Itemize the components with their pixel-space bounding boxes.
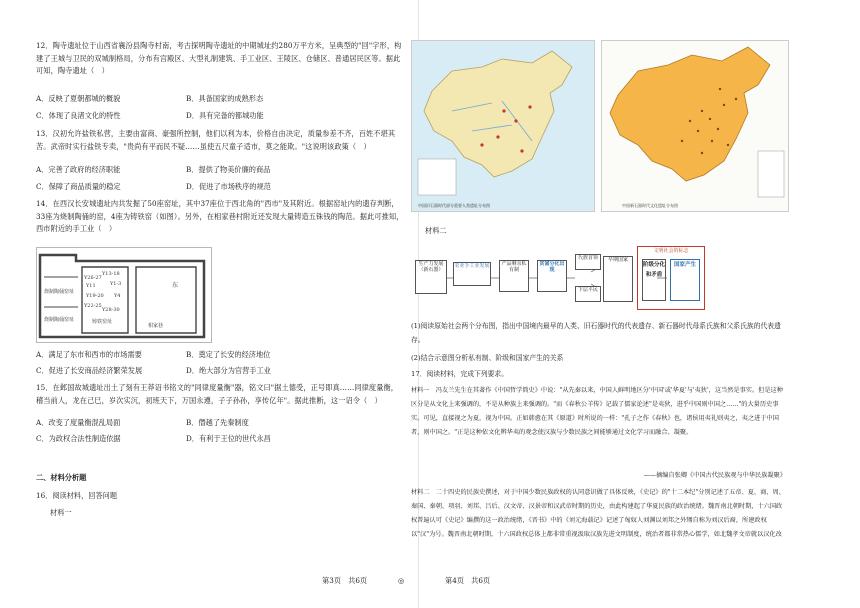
- q14-option-d: D．绝大部分为官营手工业: [186, 366, 271, 375]
- flow-box-class-division: 阶级分化和矛盾: [642, 259, 666, 301]
- q13-option-a: A．完善了政府的经济职能: [36, 165, 121, 174]
- east-market-label: 东: [172, 282, 179, 289]
- kiln-area-label-1: 烧制陶俑窑址: [44, 289, 75, 295]
- kiln-label-2: Y13-18: [102, 271, 120, 277]
- question-15-stem: 15．在邺国故城遗址出土了刻有王莽诏书铭文的"同律度量衡"器，铭文曰"据土德受，正号即真……同律度量衡，稽当前人，龙在己巳，岁次实沉，初班天下，万国永遵，子子孙孙，享传亿年"。据此推断，这一诏令（ ）: [36, 383, 399, 405]
- material-two-label: 材料二: [425, 226, 447, 235]
- neolithic-map: [601, 40, 789, 212]
- q15-option-c: C．为政权合法性制造依据: [36, 434, 121, 443]
- page-number-left: 第3页 共6页: [322, 576, 368, 585]
- q17-material-two: 材料二 二十四史的民族史撰述，对于中国少数民族政权的认同意识做了具体反映，《史记》的"十二本纪"分别记述了五帝、夏、商、周、秦国、秦朝、项羽、刘邦、吕后、汉文帝、汉景帝和汉武帝时期的历史，由此构建起了华夏民族的政治统绪。魏晋南北朝时期，十六国政权普遍认可《史记》编撰的这一政治统绪，《晋书》中的《刘元海载记》记述了匈奴人刘渊以刘邦之外甥自称为刘汉后裔，所建政权以"汉"为号。魏晋南北朝时期，十六国政权总体上都非常重视汲取汉族先进文明制度，统治者都非常热心儒学，如北魏孝文帝就以汉化改: [411, 489, 785, 538]
- flow-box-state-emergence: 国家产生: [670, 259, 700, 301]
- neolithic-map-caption: 中国新石器时代文化遗址分布图: [622, 203, 678, 208]
- xiangjiaxiang-label: 相家巷: [148, 323, 164, 329]
- q17-material-one: 材料一 冯友兰先生在其著作《中国哲学简史》中说："从先秦以来，中国人鲜明地区分'中国'或'华夏'与'夷狄'，这当然是事实。但是这种区分是从文化上来强调的，不是从种族上来强调的。"而《春秋公羊传》记载了儒家论述"是夷狄，进乎中国则中国之……"的大量历史事实。可见，直接视之为夏，视为中国。正如韩愈在其《原道》时所说的一样："孔子之作《春秋》也，诸侯用夷礼则夷之，夷之进于中国者，则中国之。"正是这种依文化辨华夷的观念使汉族与少数民族之间能够通过文化学习而融合、凝聚。: [411, 387, 783, 436]
- q12-option-d: D．具有完备的都城功能: [186, 111, 264, 120]
- flow-box-agriculture: 农业手工业发展: [453, 262, 491, 286]
- question-14-stem: 14．在西汉长安城遗址内共发掘了50座窑址，其中37座位于西北角的"西市"及其附近。根据窑址内的遗存判断，33座为烧制陶俑的窑，4座为铸铁窑（如图）。另外，在相家巷村附近还发现大量铸造五铢钱的陶范。据此可推知，西市附近的手工业（ ）: [36, 199, 404, 233]
- q12-option-b: B．具备国家的成熟形态: [186, 94, 264, 103]
- flow-box-productivity: 生产力发展（新石器）: [415, 260, 447, 294]
- q12-option-a: A．反映了夏朝都城的概貌: [36, 94, 121, 103]
- flow-box-clan-leaders: 氏族首领: [575, 254, 601, 270]
- kiln-label-8: Y28-30: [102, 307, 120, 313]
- q15-option-b: B．僭越了先秦制度: [186, 418, 249, 427]
- footer-center-mark: ◎: [398, 576, 405, 585]
- flow-box-early-state: 早期国家: [603, 256, 633, 302]
- q16-part-1: (1)阅读原始社会两个分布图，指出中国境内最早的人类、旧石器时代的代表遗存、新石器时代母系氏族和父系氏族的代表遗存。: [411, 322, 781, 345]
- kiln-label-7: Y22-25: [84, 303, 102, 309]
- q12-option-c: C．体现了良渚文化的特性: [36, 111, 121, 120]
- flow-box-private-property: 产品剩余私有制: [499, 260, 529, 292]
- material-one-label: 材料一: [50, 508, 72, 517]
- q17-material-one-source: ——摘编自张卿《中国古代民族观与中华民族凝聚》: [643, 472, 786, 479]
- q13-option-c: C．保障了商品质量的稳定: [36, 182, 121, 191]
- question-17-stem: 17．阅读材料，完成下列要求。: [411, 370, 509, 378]
- flow-box-commoners: 下层平民: [575, 286, 601, 302]
- q14-option-b: B．奠定了长安的经济地位: [186, 350, 271, 359]
- q14-option-a: A．满足了东市和西市的市场需要: [36, 350, 142, 359]
- kiln-label-5: Y19-20: [86, 293, 104, 299]
- civilization-markers-title: 文明社会的标志: [653, 248, 689, 254]
- neolithic-map-image: [602, 41, 788, 211]
- paleolithic-map: [411, 40, 595, 212]
- q13-option-d: D．促进了市场秩序的规范: [186, 182, 271, 191]
- page-number-right: 第4页 共6页: [445, 576, 491, 585]
- paleolithic-map-caption: 中国旧石器时代部分重要人类遗址分布图: [418, 203, 490, 208]
- question-12-stem: 12．陶寺遗址位于山西省襄汾县陶寺村南，考古探明陶寺遗址的中期城址约280万平方米，呈典型的"回"字形，构建了王城与卫民的双城制格局，分布有宫殿区、大型礼制建筑、手工业区、王陵区、仓储区、普通居民区等。据此可知，陶寺遗址（ ）: [36, 41, 402, 75]
- section-heading: 二、材料分析题: [36, 473, 87, 482]
- q15-option-a: A．改变了度量衡混乱局面: [36, 418, 121, 427]
- kiln-label-3: Y11: [86, 283, 96, 289]
- q13-option-b: B．提供了物美价廉的商品: [186, 165, 271, 174]
- kiln-label-1: Y26-27: [84, 275, 102, 281]
- question-16-stem: 16．阅读材料，回答问题: [36, 491, 118, 500]
- paleolithic-map-image: [412, 41, 594, 211]
- kiln-area-label-2: 烧制陶俑窑址: [44, 317, 75, 323]
- q15-option-d: D．有利于王位的世代永昌: [186, 434, 271, 443]
- civilization-markers-box: [637, 246, 705, 310]
- kiln-label-4: Y1-3: [110, 281, 122, 287]
- q14-option-c: C．促进了长安商品经济繁荣发展: [36, 366, 143, 375]
- question-13-stem: 13．汉初允许盐铁私营，主要由富商、豪强所控制，他们以利为本，价格自由决定，质量参差不齐，百姓不堪其苦。武帝时实行盐铁专卖，"贵尚有平而民不疑……虽使五尺童子适市，莫之能欺。"这说明该政策（ ）: [36, 129, 396, 151]
- society-flow-diagram: [415, 246, 705, 310]
- q16-part-2: (2)结合示意图分析私有制、阶级和国家产生的关系: [411, 354, 564, 362]
- flow-box-wealth-gap: 贫富分化出现: [537, 260, 567, 292]
- kiln-area-label-3: 铸铁窑址: [92, 319, 113, 325]
- kiln-label-6: Y4: [114, 293, 121, 299]
